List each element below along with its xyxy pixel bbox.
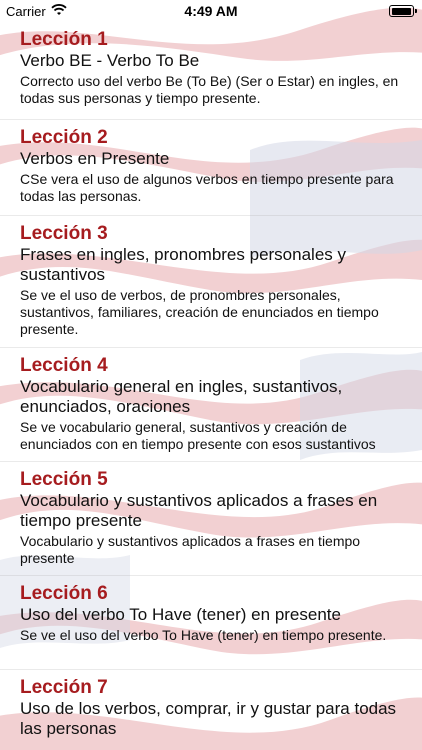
lesson-item-3[interactable] (0, 216, 422, 348)
lesson-title: Lección 5 (20, 469, 108, 490)
lesson-description: CSe vera el uso de algunos verbos en tiempo presente para todas las personas. (20, 171, 394, 204)
lesson-title: Lección 3 (20, 223, 108, 244)
lesson-subtitle: Verbos en Presente (20, 149, 170, 168)
lesson-title: Lección 4 (20, 355, 108, 376)
lesson-subtitle: Verbo BE - Verbo To Be (20, 51, 200, 70)
lesson-item-1[interactable] (0, 22, 422, 120)
lesson-subtitle: Frases en ingles, pronombres personales y sustantivos (20, 245, 346, 284)
lesson-item-5[interactable] (0, 462, 422, 576)
lesson-item-4[interactable] (0, 348, 422, 462)
lesson-title: Lección 2 (20, 127, 108, 148)
battery-icon (389, 5, 414, 17)
lesson-item-6[interactable] (0, 576, 422, 670)
lesson-description: Se ve vocabulario general, sustantivos y creación de enunciados con en tiempo presente con esos sustantivos (20, 419, 376, 452)
lesson-description: Correcto uso del verbo Be (To Be) (Ser o Estar) en ingles, en todas sus personas y tiempo presente. (20, 73, 399, 106)
lesson-description: Vocabulario y sustantivos aplicados a frases en tiempo presente (20, 533, 361, 566)
status-time: 4:49 AM (184, 3, 238, 19)
lesson-description: Se ve el uso del verbo To Have (tener) en tiempo presente. (20, 627, 387, 643)
lesson-subtitle: Uso del verbo To Have (tener) en presente (20, 605, 341, 624)
lesson-title: Lección 6 (20, 583, 108, 604)
lesson-item-2[interactable] (0, 120, 422, 216)
lesson-subtitle: Uso de los verbos, comprar, ir y gustar para todas las personas (20, 699, 397, 738)
lesson-subtitle: Vocabulario general en ingles, sustantivos, enunciados, oraciones (20, 377, 343, 416)
carrier-label: Carrier (6, 4, 46, 19)
lesson-subtitle: Vocabulario y sustantivos aplicados a frases en tiempo presente (20, 491, 378, 530)
lesson-description: Se ve el uso de verbos, de pronombres personales, sustantivos, familiares, creación de enunciados en tiempo presente. (20, 287, 379, 337)
lesson-item-7[interactable] (0, 670, 422, 750)
status-bar (0, 0, 422, 22)
lesson-list (0, 22, 422, 750)
battery-level (392, 8, 411, 15)
lesson-title: Lección 7 (20, 677, 108, 698)
lesson-title: Lección 1 (20, 29, 108, 50)
